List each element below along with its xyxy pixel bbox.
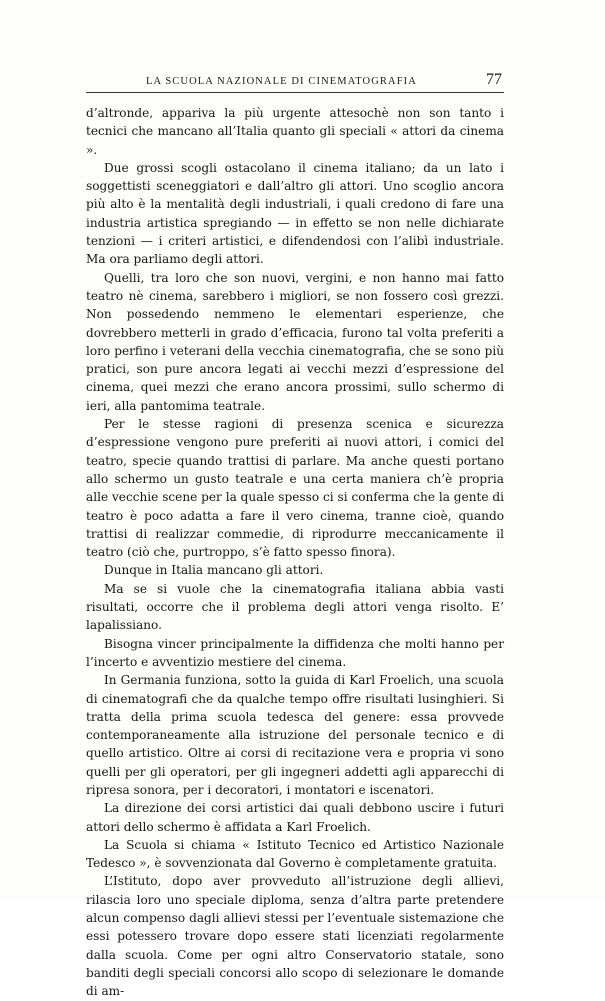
- paragraph: In Germania funziona, sotto la guida di Karl Froelich, una scuola di cinematografi che da qualche tempo offre risultati lusinghieri. Si tratta della prima scuola tedesca del genere: essa provvede contemporaneamente alla istruzione del personale tecnico e di quello artistico. Oltre ai corsi di recitazione vera e propria vi sono quelli per gli operatori, per gli ingegneri addetti agli apparecchi di ripresa sonora, per i decoratori, i montatori e iscenatori.: [86, 673, 504, 797]
- paragraph: Dunque in Italia mancano gli attori.: [104, 563, 324, 578]
- paragraph: Ma se si vuole che la cinematografia italiana abbia vasti risultati, occorre che il problema degli attori venga risolto. E’ lapalissiano.: [86, 581, 504, 633]
- page-number: 77: [486, 71, 502, 88]
- body-text: [86, 104, 504, 1001]
- paragraph: d’altronde, appariva la più urgente attesochè non son tanto i tecnici che mancano all’Italia quanto gli speciali « attori da cinema ».: [86, 106, 504, 157]
- paragraph: La Scuola si chiama « Istituto Tecnico ed Artistico Nazionale Tedesco », è sovvenzionata dal Governo è completamente gratuita.: [86, 837, 504, 871]
- paragraph: Bisogna vincer principalmente la diffidenza che molti hanno per l’incerto e avventizio mestiere del cinema.: [86, 636, 504, 669]
- paragraph: L’Istituto, dopo aver provveduto all’istruzione degli allievi, rilascia loro uno speciale diploma, senza d’altra parte pretendere alcun compenso dagli allievi stessi per l’eventuale sistemazione che essi potessero trovare dopo essere stati licenziati regolarmente dalla scuola. Come per ogni altro Conservatorio statale, sono banditi degli speciali concorsi allo scopo di selezionare le domande di am-: [86, 874, 504, 999]
- paragraph: La direzione dei corsi artistici dai quali debbono uscire i futuri attori dello schermo è affidata a Karl Froelich.: [86, 801, 504, 834]
- paragraph: Quelli, tra loro che son nuovi, vergini, e non hanno mai fatto teatro nè cinema, sarebbero i migliori, se non fossero così grezzi. Non possedendo nemmeno le elementari esperienze, che dovrebbero metterli in grado d’efficacia, furono tal volta preferiti a loro perfino i veterani della vecchia cinematografia, che se sono più pratici, son pure ancora legati ai vecchi mezzi d’espressione del cinema, quei mezzi che erano ancora prossimi, sullo schermo di ieri, alla pantomima teatrale.: [86, 270, 504, 413]
- paragraph: Due grossi scogli ostacolano il cinema italiano; da un lato i soggettisti sceneggiatori e dall’altro gli attori. Uno scoglio ancora più alto è la mentalità degli industriali, i quali credono di fare una industria artistica spregiando — in effetto se non nelle dichiarate tenzioni — i criteri artistici, e difendendosi con l’alibì industriale. Ma ora parliamo degli attori.: [86, 160, 504, 267]
- page-header: [86, 71, 504, 93]
- paragraph: Per le stesse ragioni di presenza scenica e sicurezza d’espressione vengono pure preferiti ai nuovi attori, i comici del teatro, specie quando trattisi di parlare. Ma anche questi portano allo schermo un gusto teatrale e una certa maniera ch’è propria alle vecchie scene per la quale spesso ci si conferma che la gente di teatro è poco adatta a fare il vero cinema, tranne cioè, quando trattisi di realizzar commedie, di riprodurre meccanicamente il teatro (ciò che, purtroppo, s’è fatto spesso finora).: [86, 417, 504, 560]
- running-title: LA SCUOLA NAZIONALE DI CINEMATOGRAFIA: [146, 76, 417, 87]
